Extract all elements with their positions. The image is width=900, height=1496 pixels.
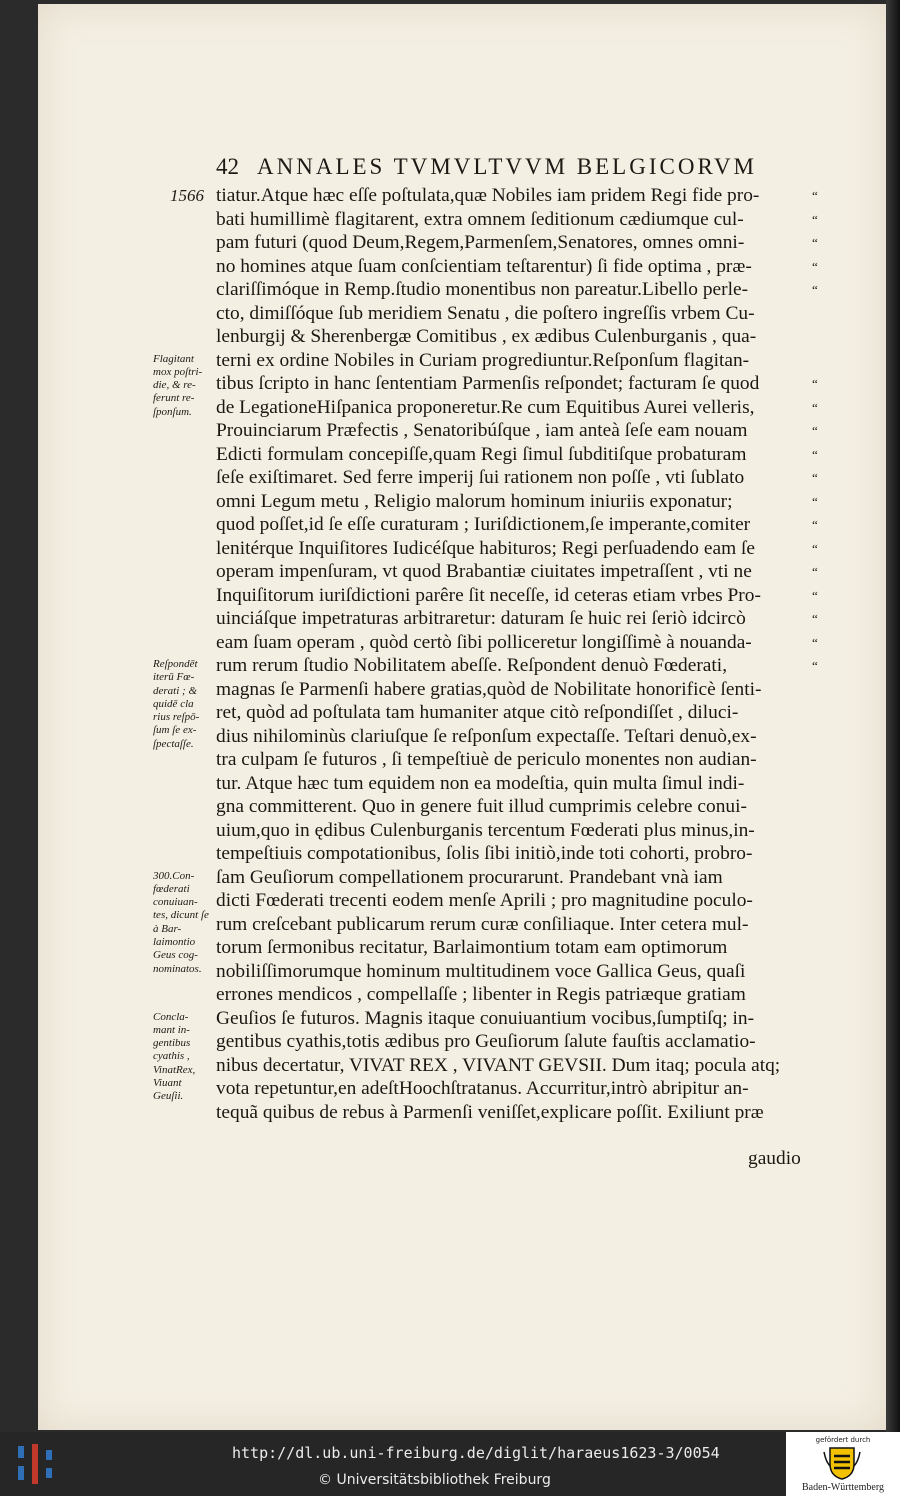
quote-mark: “ [812,211,818,227]
margin-note: Flagitant mox poſtri- die, & re- ferunt re- ſponſum. [153,352,203,418]
quote-mark: “ [812,446,818,462]
text-line: magnas ſe Parmenſi habere gratias,quòd de Nobilitate honorificè ſenti- [216,678,762,700]
text-line: clariſſimóque in Remp.ſtudio monentibus non pareatur.Libello perle- [216,279,749,300]
margin-note: Concla- mant in- gentibus cyathis , VinatRex, Viuant Geuſii. [153,1010,196,1103]
text-line: ſeſe exiſtimaret. Sed ferre imperij ſui rationem non poſſe , vti ſublato [216,467,745,488]
quote-mark: “ [812,235,818,250]
text-line: eam ſuam operam , quòd certò ſibi polliceretur longiſſimè à nouanda- [216,631,752,653]
text-line: errones mendicos , compellaſſe ; libenter in Regis patriæque gratiam [216,984,746,1005]
text-line: lenitérque Inquiſitores Iudicéſque habituros; Regi perſuadendo eam ſe [216,537,755,559]
text-line: pam futuri (quod Deum,Regem,Parmenſem,Senatores, omnes omni- [216,232,745,253]
text-line: Geuſios ſe futuros. Magnis itaque conuiuantium vocibus,ſumptiſq; in- [216,1007,755,1029]
text-line: rum rerum ſtudio Nobilitatem abeſſe. Reſpondent denuò Fœderati, [216,655,728,676]
text-line: cto, dimiſſóque ſub meridiem Senatu , die poſtero ingreſſis vrbem Cu- [216,302,755,324]
text-line: ſam Geuſiorum compellationem procurarunt. Prandebant vnà iam [216,866,723,888]
viewer-footer [0,1432,900,1496]
page-binding-edge [886,0,900,1432]
library-logo-icon [14,1442,58,1486]
text-line: tibus ſcripto in hanc ſententiam Parmenſis reſpondet; facturam ſe quod [216,373,760,394]
quote-mark: “ [812,282,818,297]
catchword: gaudio [748,1148,801,1169]
text-line: de LegationeHiſpanica proponeretur.Re cum Equitibus Aurei velleris, [216,396,755,418]
text-line: Edicti formulam concepiſſe,quam Regi ſimul ſubditiſque probaturam [216,443,747,465]
text-line: bati humillimè flagitarent, extra omnem ſeditionum cædiumque cul- [216,208,744,230]
text-line: dicti Fœderati trecenti eodem menſe Aprili ; pro magnitudine poculo- [216,890,753,911]
text-line: torum ſermonibus recitatur, Barlaimontium totam eam optimorum [216,937,728,958]
quote-mark: “ [812,658,818,673]
quote-mark: “ [812,423,818,438]
text-line: quod poſſet,id ſe eſſe curaturam ; Iuriſdictionem,ſe imperante,comiter [216,514,751,535]
quote-mark: “ [812,188,818,203]
quote-mark: “ [812,634,818,650]
coat-of-arms-icon [822,1446,862,1480]
text-line: Prouinciarum Præfectis , Senatoribúſque , iam anteà ſeſe eam nouam [216,420,748,441]
text-line: tur. Atque hæc tum equidem non ea modeſtia, quin multa ſimul indi- [216,772,745,794]
text-line: operam impenſuram, vt quod Brabantiæ ciuitates impetraſſent , vti ne [216,561,752,582]
text-line: tequã quibus de rebus à Parmenſi veniſſet,explicare poſſit. Exiliunt præ [216,1101,764,1123]
quote-mark: “ [812,517,818,532]
sponsor-caption: gefördert durch [815,1436,871,1444]
text-line: gna committerent. Quo in genere fuit illud cumprimis celebre conui- [216,796,747,817]
running-header [216,154,816,180]
quote-mark: “ [812,470,818,485]
text-line: no homines atque ſuam conſcientiam teſtarentur) ſi fide optima , præ- [216,255,752,277]
margin-note: Reſpondēt iterū Fœ- derati ; & quidē cla rius reſpō- ſum ſe ex- ſpectaſſe. [153,658,200,750]
margin-year: 1566 [170,186,204,205]
text-line: tra culpam ſe futuros , ſi tempeſtiuè de periculo monentes non audian- [216,749,757,770]
text-line: lenburgij & Sherenbergæ Comitibus , ex ædibus Culenburganis , qua- [216,326,757,347]
text-line: uium,quo in ędibus Culenburganis tercentum Fœderati plus minus,in- [216,819,755,841]
text-line: ret, quòd ad poſtulata tam humaniter atque citò reſpondiſſet , diluci- [216,702,739,723]
text-line: uinciáſque impetraturas arbitraretur: daturam ſe huic rei ſeriò idcircò [216,608,746,629]
copyright-text: © Universitätsbibliothek Freiburg [318,1472,551,1488]
quote-mark: “ [812,611,818,626]
text-line: nobiliſſimorumque hominum multitudinem voce Gallica Geus, quaſi [216,960,746,982]
quote-mark: “ [812,376,818,391]
text-line: vota repetuntur,en adeſtHoochſtratanus. Accurritur,intrò abripitur an- [216,1078,749,1099]
margin-note: 300.Con- fœderati conuiuan- tes, dicunt ſe à Bar- laimontio Geus cog- nominatos. [153,869,209,975]
text-line: terni ex ordine Nobiles in Curiam progrediuntur.Reſponſum flagitan- [216,349,750,371]
text-line: gentibus cyathis,totis ædibus pro Geuſiorum ſalute fauſtis acclamatio- [216,1031,756,1052]
quote-mark: “ [812,493,818,509]
quote-mark: “ [812,587,818,603]
quote-mark: “ [812,540,818,556]
text-line: nibus decertatur, VIVAT REX , VIVANT GEVSII. Dum itaq; pocula atq; [216,1054,781,1076]
quote-mark: “ [812,564,818,579]
quote-mark: “ [812,399,818,415]
page-number: 42 [216,154,239,179]
quote-mark: “ [812,258,818,274]
text-line: omni Legum metu , Religio malorum hominum iniuriis exponatur; [216,490,733,512]
text-line: rum creſcebant publicarum rerum curæ conſiliaque. Inter cetera mul- [216,913,749,935]
running-title: ANNALES TVMVLTVVM BELGICORVM [257,154,758,179]
sponsor-name: Baden-Württemberg [801,1482,884,1493]
sponsor-badge[interactable] [786,1432,900,1496]
text-line: tiatur.Atque hæc eſſe poſtulata,quæ Nobiles iam pridem Regi fide pro- [216,185,760,206]
text-line: tempeſtiuis compotationibus, ſolis ſibi initiò,inde toti cohorti, probro- [216,843,753,864]
text-line: Inquiſitorum iuriſdictioni parêre ſit neceſſe, id ceteras etiam vrbes Pro- [216,584,761,606]
page-url-link[interactable]: http://dl.ub.uni-freiburg.de/diglit/haraeus1623-3/0054 [232,1444,720,1462]
text-line: dius nihilominùs clariuſque ſe reſponſum expectaſſe. Teſtari denuò,ex- [216,725,757,747]
